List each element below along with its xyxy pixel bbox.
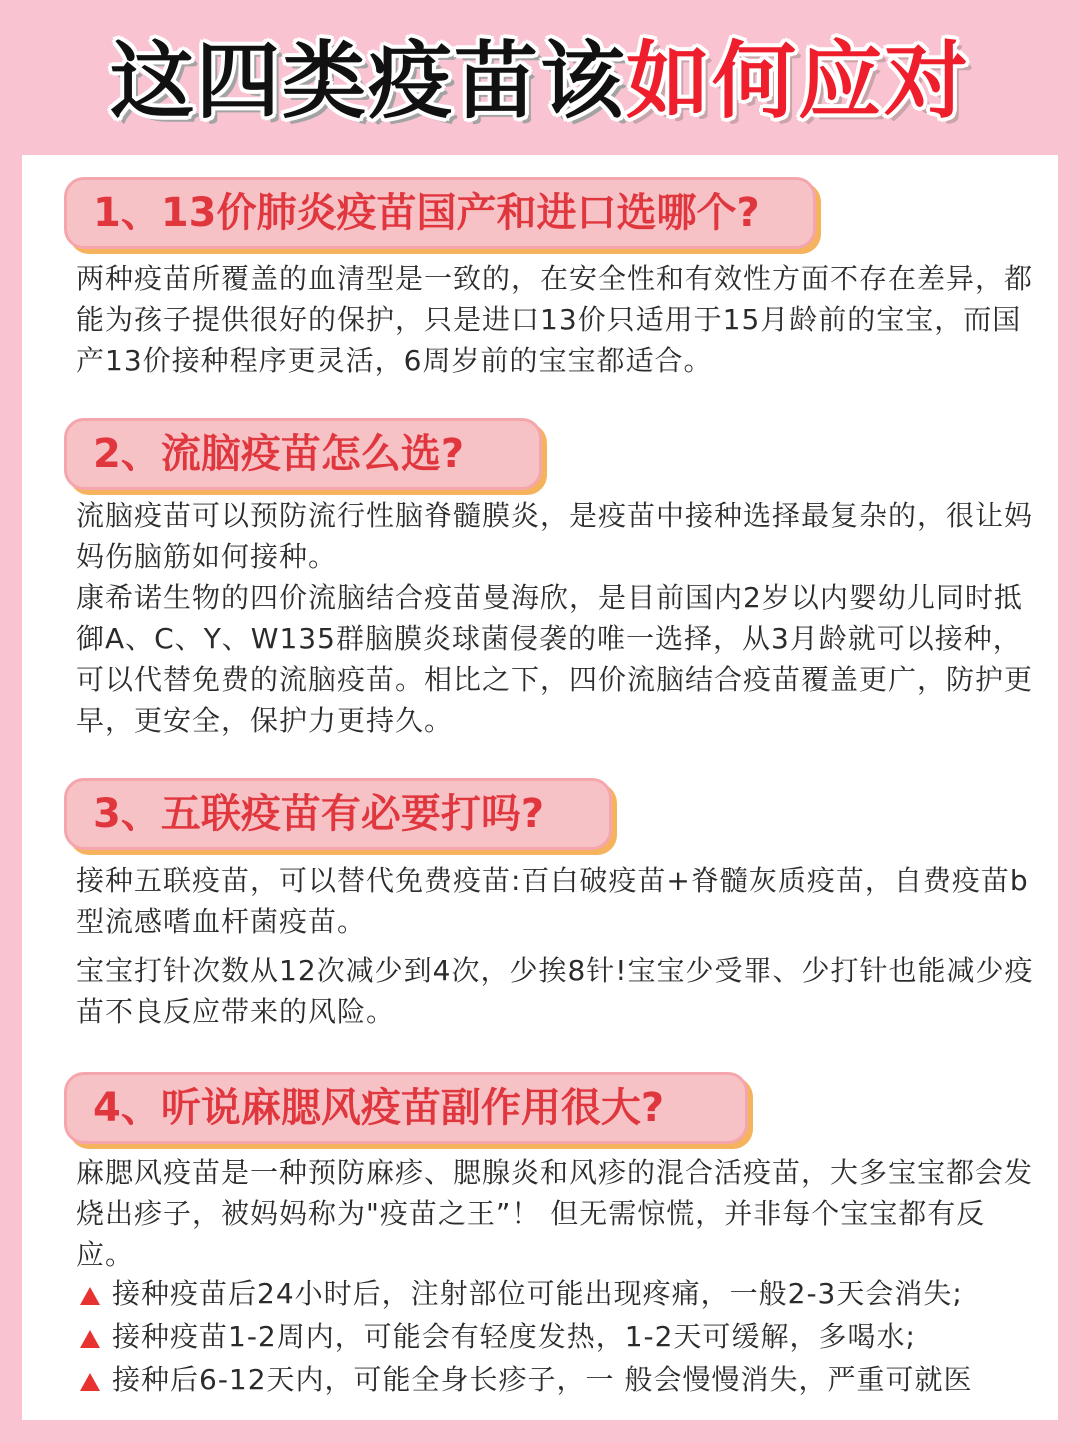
section-3-heading: 3、五联疫苗有必要打吗? xyxy=(64,778,612,850)
section-2-heading: 2、流脑疫苗怎么选? xyxy=(64,418,542,490)
warning-triangle-icon xyxy=(80,1287,100,1305)
page-title xyxy=(0,22,1080,140)
section-1-paragraph-1: 两种疫苗所覆盖的血清型是一致的，在安全性和有效性方面不存在差异，都能为孩子提供很好的保护，只是进口13价只适用于15月龄前的宝宝，而国产13价接种程序更灵活，6周岁前的宝宝都适合。 xyxy=(76,262,1034,377)
section-1-heading: 1、13价肺炎疫苗国产和进口选哪个? xyxy=(64,177,816,249)
warning-triangle-icon xyxy=(80,1373,100,1391)
warning-triangle-icon xyxy=(80,1330,100,1348)
section-2-paragraph-2: 康希诺生物的四价流脑结合疫苗曼海欣，是目前国内2岁以内婴幼儿同时抵御A、C、Y、W135群脑膜炎球菌侵袭的唯一选择，从3月龄就可以接种，可以代替免费的流脑疫苗。相比之下，四价流脑结合疫苗覆盖更广，防护更早，更安全，保护力更持久。 xyxy=(76,581,1034,737)
section-4-paragraph-1: 麻腮风疫苗是一种预防麻疹、腮腺炎和风疹的混合活疫苗，大多宝宝都会发烧出疹子，被妈妈称为"疫苗之王”！ 但无需惊慌，并非每个宝宝都有反应。 xyxy=(76,1156,1034,1271)
title-part-red: 如何应对 xyxy=(626,32,971,130)
title-part-black: 这四类疫苗该 xyxy=(109,32,626,130)
section-4-bullet-1: 接种疫苗后24小时后，注射部位可能出现疼痛，一般2-3天会消失; xyxy=(80,1273,1040,1314)
section-3-paragraph-2: 宝宝打针次数从12次减少到4次，少挨8针!宝宝少受罪、少打针也能减少疫苗不良反应带来的风险。 xyxy=(76,954,1034,1028)
section-3-paragraph-1: 接种五联疫苗，可以替代免费疫苗:百白破疫苗+脊髓灰质疫苗，自费疫苗b型流感嗜血杆菌疫苗。 xyxy=(76,864,1029,938)
section-2-paragraph-1: 流脑疫苗可以预防流行性脑脊髓膜炎，是疫苗中接种选择最复杂的，很让妈妈伤脑筋如何接种。 xyxy=(76,499,1034,573)
section-4-heading: 4、听说麻腮风疫苗副作用很大? xyxy=(64,1072,748,1144)
section-4-bullet-3: 接种后6-12天内，可能全身长疹子，一 般会慢慢消失，严重可就医 xyxy=(80,1359,1040,1400)
section-4-bullet-2: 接种疫苗1-2周内，可能会有轻度发热，1-2天可缓解，多喝水; xyxy=(80,1316,1040,1357)
